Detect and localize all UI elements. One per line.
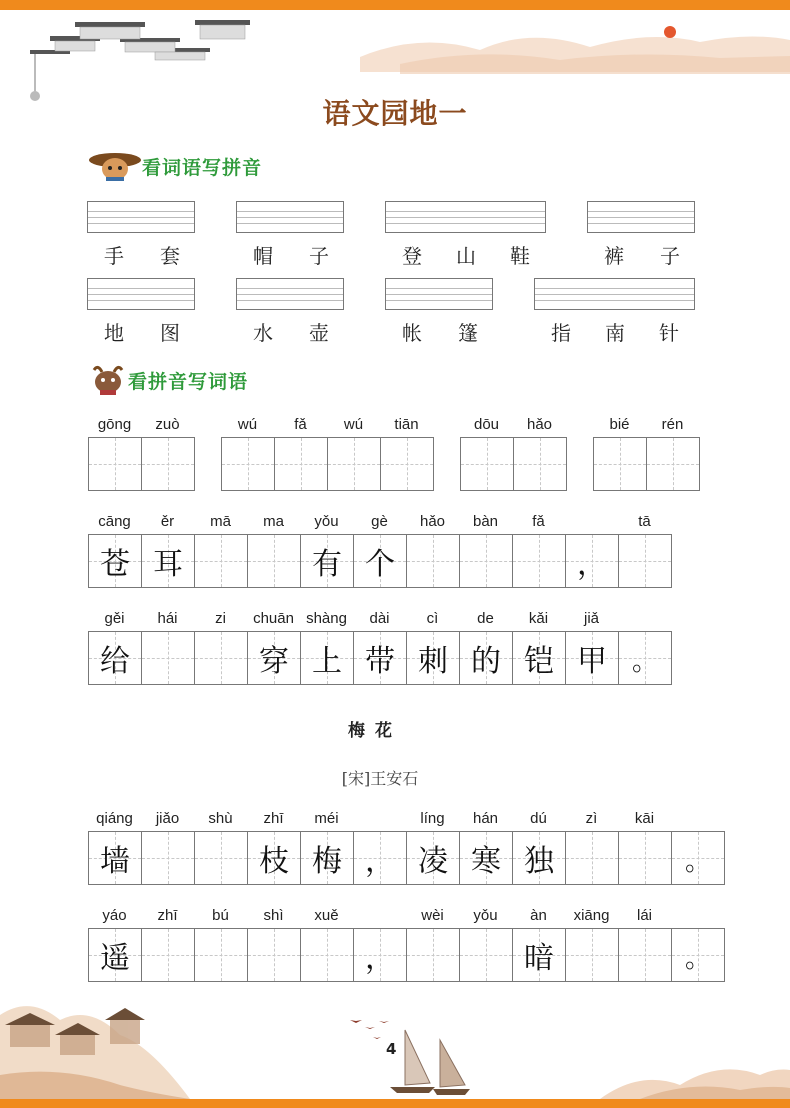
pinyin-label: shù: [208, 810, 233, 827]
grid-cell[interactable]: [142, 632, 195, 685]
grid-cell[interactable]: [461, 438, 514, 491]
hills-landscape-icon: [600, 1040, 790, 1099]
page-title: 语文园地一: [322, 97, 468, 130]
grid-cell[interactable]: 独: [513, 832, 566, 885]
pinyin-label: bié: [609, 416, 630, 433]
grid-cell[interactable]: 上: [301, 632, 354, 685]
pinyin-label: cāng: [98, 513, 131, 530]
pinyin-label: zuò: [155, 416, 180, 433]
grid-cell[interactable]: 有: [301, 535, 354, 588]
pinyin-label: jiǎo: [155, 810, 180, 827]
grid-cell[interactable]: [513, 535, 566, 588]
pinyin-label: tiān: [394, 416, 419, 433]
writing-grid-wufawutian[interactable]: [221, 437, 434, 491]
pinyin-label: kǎi: [528, 610, 549, 627]
word-zhangpeng: 帐 篷: [402, 321, 478, 345]
pinyin-label: gěi: [104, 610, 125, 627]
section-heading-label: 看词语写拼音: [142, 156, 263, 179]
pinyin-label: zi: [215, 610, 226, 627]
pinyin-label: gè: [371, 513, 388, 530]
pinyin-label: dú: [530, 810, 547, 827]
word-dengshanxie: 登 山 鞋: [402, 244, 530, 268]
pinyin-label: tā: [638, 513, 651, 530]
writing-grid-bieren[interactable]: [593, 437, 700, 491]
section-heading-label: 看拼音写词语: [128, 370, 249, 393]
grid-cell[interactable]: [275, 438, 328, 491]
pinyin-label: wèi: [421, 907, 444, 924]
pinyin-label: yáo: [102, 907, 127, 924]
pinyin-label: hǎo: [419, 513, 446, 530]
pinyin-label: qiáng: [96, 810, 133, 827]
grid-cell[interactable]: [566, 929, 619, 982]
pinyin-label: hán: [472, 810, 499, 827]
pinyin-label: shì: [263, 907, 284, 924]
grid-cell[interactable]: 刺: [407, 632, 460, 685]
pinyin-label: dài: [369, 610, 390, 627]
pinyin-label: shàng: [306, 610, 347, 627]
grid-cell[interactable]: 个: [354, 535, 407, 588]
pinyin-answer-box[interactable]: [587, 201, 695, 233]
poem-author: [宋]王安石: [341, 769, 419, 788]
grid-cell[interactable]: [460, 929, 513, 982]
writing-grid-douhao[interactable]: [460, 437, 567, 491]
pinyin-label: hǎo: [526, 416, 553, 433]
pinyin-answer-box[interactable]: [385, 278, 493, 310]
pinyin-label: gōng: [97, 416, 132, 433]
pinyin-answer-box[interactable]: [236, 278, 344, 310]
grid-cell[interactable]: 枝: [248, 832, 301, 885]
pinyin-label: wú: [343, 416, 364, 433]
pinyin-label: jiǎ: [583, 610, 599, 627]
pinyin-answer-box[interactable]: [534, 278, 695, 310]
grid-cell[interactable]: [566, 832, 619, 885]
grid-cell[interactable]: ，: [566, 535, 619, 588]
grid-cell[interactable]: [301, 929, 354, 982]
pinyin-label: cì: [426, 610, 439, 627]
pinyin-label: yǒu: [473, 907, 498, 924]
pinyin-label: xuě: [314, 907, 339, 924]
pinyin-answer-box[interactable]: [87, 278, 195, 310]
pinyin-label: líng: [420, 810, 445, 827]
writing-grid-sentence1[interactable]: [88, 534, 672, 588]
grid-cell[interactable]: 。: [619, 632, 672, 685]
pinyin-label: bàn: [472, 513, 499, 530]
section-heading-words-to-pinyin: [88, 150, 262, 182]
pinyin-label: hái: [157, 610, 178, 627]
pinyin-answer-box[interactable]: [87, 201, 195, 233]
grid-cell[interactable]: ，: [354, 832, 407, 885]
grid-cell[interactable]: [142, 832, 195, 885]
cow-mascot-icon: [88, 150, 142, 182]
writing-grid-poem-line2[interactable]: [88, 928, 725, 982]
grid-cell[interactable]: 穿: [248, 632, 301, 685]
grid-cell[interactable]: [647, 438, 700, 491]
section-heading-pinyin-to-words: [88, 364, 248, 396]
pinyin-label: méi: [314, 810, 339, 827]
grid-cell[interactable]: 梅: [301, 832, 354, 885]
poem-title: 梅花: [348, 721, 402, 741]
word-shuihu: 水 壶: [253, 321, 329, 345]
grid-cell[interactable]: 耳: [142, 535, 195, 588]
grid-cell[interactable]: 。: [672, 832, 725, 885]
word-maozi: 帽 子: [253, 244, 329, 268]
grid-cell[interactable]: [619, 929, 672, 982]
pinyin-label: wú: [237, 416, 258, 433]
grid-cell[interactable]: [195, 832, 248, 885]
pinyin-label: chuān: [253, 610, 294, 627]
word-kuzi: 裤 子: [604, 244, 680, 268]
grid-cell[interactable]: 。: [672, 929, 725, 982]
word-ditu: 地 图: [104, 321, 180, 345]
writing-grid-sentence2[interactable]: [88, 631, 672, 685]
pinyin-label: zhī: [263, 810, 284, 827]
pinyin-label: rén: [661, 416, 684, 433]
pinyin-label: ma: [263, 513, 284, 530]
pinyin-label: àn: [530, 907, 547, 924]
pinyin-label: yǒu: [314, 513, 339, 530]
grid-cell[interactable]: [328, 438, 381, 491]
grid-cell[interactable]: [619, 535, 672, 588]
pinyin-label: fǎ: [294, 416, 307, 433]
pinyin-answer-box[interactable]: [236, 201, 344, 233]
grid-cell[interactable]: [195, 632, 248, 685]
pinyin-label: bú: [212, 907, 229, 924]
grid-cell[interactable]: 的: [460, 632, 513, 685]
pinyin-label: dōu: [473, 416, 500, 433]
mountain-sun-icon: [360, 12, 790, 82]
pinyin-label: de: [477, 610, 494, 627]
grid-cell[interactable]: 带: [354, 632, 407, 685]
grid-cell[interactable]: 给: [89, 632, 142, 685]
writing-grid-gongzuo[interactable]: [88, 437, 195, 491]
grid-cell[interactable]: [248, 535, 301, 588]
bottom-orange-bar: [0, 1099, 790, 1108]
sailboats-birds-icon: [345, 1015, 485, 1099]
grid-cell[interactable]: 墙: [89, 832, 142, 885]
village-landscape-icon: [0, 975, 190, 1099]
writing-grid-poem-line1[interactable]: [88, 831, 725, 885]
grid-cell[interactable]: [195, 535, 248, 588]
word-zhinanzhen: 指 南 针: [551, 321, 679, 345]
grid-cell[interactable]: [407, 929, 460, 982]
grid-cell[interactable]: ，: [354, 929, 407, 982]
grid-cell[interactable]: [381, 438, 434, 491]
pinyin-label: xiāng: [573, 907, 610, 924]
grid-cell[interactable]: [142, 438, 195, 491]
grid-cell[interactable]: [407, 535, 460, 588]
pinyin-answer-box[interactable]: [385, 201, 546, 233]
grid-cell[interactable]: 苍: [89, 535, 142, 588]
grid-cell[interactable]: 寒: [460, 832, 513, 885]
pinyin-label: mā: [210, 513, 231, 530]
grid-cell[interactable]: [89, 438, 142, 491]
pinyin-label: fǎ: [532, 513, 545, 530]
grid-cell[interactable]: [460, 535, 513, 588]
page-number: 4: [386, 1040, 397, 1058]
grid-cell[interactable]: 凌: [407, 832, 460, 885]
word-shoutao: 手 套: [104, 244, 180, 268]
grid-cell[interactable]: [195, 929, 248, 982]
grid-cell[interactable]: [619, 832, 672, 885]
pinyin-label: lái: [636, 907, 652, 924]
pinyin-label: zì: [585, 810, 598, 827]
cow-mascot-icon: [88, 364, 128, 396]
grid-cell[interactable]: 甲: [566, 632, 619, 685]
top-orange-bar: [0, 0, 790, 10]
pinyin-label: zhī: [157, 907, 178, 924]
grid-cell[interactable]: [248, 929, 301, 982]
pinyin-label: kāi: [634, 810, 655, 827]
grid-cell[interactable]: [594, 438, 647, 491]
grid-cell[interactable]: 遥: [89, 929, 142, 982]
pinyin-label: ěr: [160, 513, 175, 530]
grid-cell[interactable]: 暗: [513, 929, 566, 982]
grid-cell[interactable]: 铠: [513, 632, 566, 685]
grid-cell[interactable]: [514, 438, 567, 491]
grid-cell[interactable]: [222, 438, 275, 491]
